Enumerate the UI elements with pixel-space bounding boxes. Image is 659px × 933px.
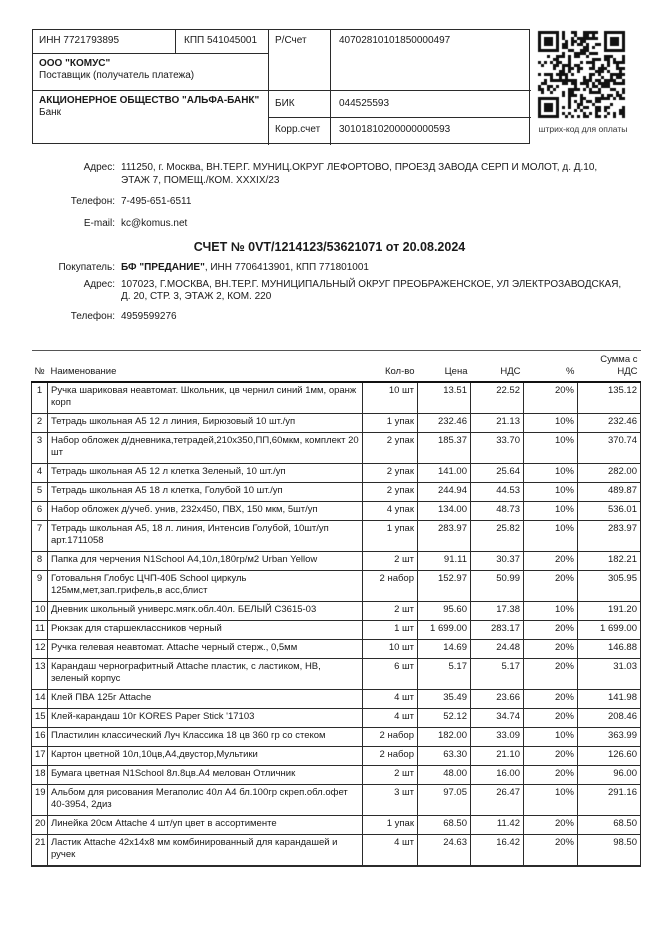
item-vat-amount: 21.13 [471,414,524,433]
item-total: 96.00 [578,766,641,785]
corr-account-value: 30101810200000000593 [339,124,451,135]
item-name: Папка для черчения N1School А4,10л,180гр/м2 Urban Yellow [48,552,363,571]
item-quantity: 4 шт [363,690,418,709]
item-price: 185.37 [418,433,471,464]
item-price: 134.00 [418,502,471,521]
buyer-phone-label: Телефон: [70,310,115,322]
item-vat-rate: 10% [524,602,578,621]
item-quantity: 2 упак [363,464,418,483]
buyer-address-label: Адрес: [83,278,115,290]
item-name: Набор обложек д/дневника,тетрадей,210х350,ПП,60мкм, комплект 20 шт [48,433,363,464]
corr-account-label: Корр.счет [269,118,331,145]
item-total: 191.20 [578,602,641,621]
item-price: 48.00 [418,766,471,785]
item-price: 141.00 [418,464,471,483]
item-quantity: 2 набор [363,728,418,747]
item-vat-rate: 20% [524,766,578,785]
item-vat-rate: 20% [524,747,578,766]
item-row [32,414,641,433]
item-row [32,766,641,785]
item-row [32,521,641,552]
item-vat-rate: 10% [524,521,578,552]
item-total: 363.99 [578,728,641,747]
item-row [32,483,641,502]
supplier-inn: ИНН 7721793895 [33,30,176,54]
item-row [32,571,641,602]
item-vat-rate: 10% [524,785,578,816]
item-number: 5 [32,483,48,502]
item-vat-rate: 20% [524,690,578,709]
col-header-vat: НДС [471,351,524,383]
item-number: 13 [32,659,48,690]
item-vat-rate: 20% [524,816,578,835]
item-name: Карандаш чернографитный Attache пластик, с ластиком, НВ, зеленый корпус [48,659,363,690]
item-row [32,659,641,690]
item-number: 8 [32,552,48,571]
item-name: Набор обложек д/учеб. унив, 232х450, ПВХ, 150 мкм, 5шт/уп [48,502,363,521]
item-vat-amount: 17.38 [471,602,524,621]
item-vat-rate: 20% [524,571,578,602]
item-price: 35.49 [418,690,471,709]
item-quantity: 2 набор [363,571,418,602]
supplier-bank-table [32,29,530,144]
item-number: 6 [32,502,48,521]
item-total: 208.46 [578,709,641,728]
item-vat-rate: 10% [524,464,578,483]
col-header-name: Наименование [48,351,363,383]
item-vat-amount: 26.47 [471,785,524,816]
buyer-label: Покупатель: [58,262,115,273]
item-quantity: 2 набор [363,747,418,766]
item-price: 14.69 [418,640,471,659]
item-price: 63.30 [418,747,471,766]
item-name: Пластилин классический Луч Классика 18 цв 360 гр со стеком [48,728,363,747]
item-price: 13.51 [418,382,471,414]
supplier-email-label: E-mail: [83,217,115,229]
item-name: Тетрадь школьная А5 18 л клетка, Голубой 10 шт./уп [48,483,363,502]
item-number: 19 [32,785,48,816]
item-price: 97.05 [418,785,471,816]
item-price: 1 699.00 [418,621,471,640]
item-total: 536.01 [578,502,641,521]
item-name: Тетрадь школьная А5, 18 л. линия, Интенсив Голубой, 10шт/уп арт.1711058 [48,521,363,552]
item-total: 282.00 [578,464,641,483]
item-total: 370.74 [578,433,641,464]
item-vat-amount: 5.17 [471,659,524,690]
item-vat-amount: 30.37 [471,552,524,571]
item-vat-amount: 33.09 [471,728,524,747]
item-quantity: 6 шт [363,659,418,690]
item-number: 12 [32,640,48,659]
bik-label: БИК [269,91,331,118]
payment-qr-code [537,30,629,122]
item-vat-amount: 283.17 [471,621,524,640]
item-total: 305.95 [578,571,641,602]
items-table [31,350,641,867]
item-row [32,602,641,621]
item-vat-amount: 11.42 [471,816,524,835]
item-row [32,835,641,867]
item-number: 1 [32,382,48,414]
supplier-phone: 7-495-651-6511 [121,196,192,207]
item-name: Тетрадь школьная А5 12 л линия, Бирюзовый 10 шт./уп [48,414,363,433]
item-name: Готовальня Глобус ЦЧП-40Б School циркуль 125мм,мет,зап.грифель,в асс,блист [48,571,363,602]
item-name: Клей ПВА 125г Attache [48,690,363,709]
item-vat-amount: 21.10 [471,747,524,766]
item-row [32,502,641,521]
item-name: Альбом для рисования Мегаполис 40л А4 бл.100гр скреп.обл.офет 40-3954, 2диз [48,785,363,816]
buyer-requisites: , ИНН 7706413901, КПП 771801001 [204,262,369,273]
item-name: Ручка гелевая неавтомат. Attache черный стерж., 0,5мм [48,640,363,659]
supplier-role: Поставщик (получатель платежа) [39,70,195,81]
item-quantity: 2 шт [363,552,418,571]
item-price: 152.97 [418,571,471,602]
item-name: Картон цветной 10л,10цв,А4,двустор,Мультики [48,747,363,766]
item-number: 4 [32,464,48,483]
bank-name: АКЦИОНЕРНОЕ ОБЩЕСТВО "АЛЬФА-БАНК" [39,95,260,106]
payment-qr-block [533,30,633,134]
item-vat-rate: 20% [524,621,578,640]
item-price: 68.50 [418,816,471,835]
item-quantity: 1 шт [363,621,418,640]
item-number: 21 [32,835,48,867]
item-number: 17 [32,747,48,766]
item-name: Ручка шариковая неавтомат. Школьник, цв чернил синий 1мм, оранж корп [48,382,363,414]
items-table-body [32,382,641,866]
item-vat-amount: 16.00 [471,766,524,785]
item-number: 15 [32,709,48,728]
item-vat-amount: 33.70 [471,433,524,464]
item-total: 291.16 [578,785,641,816]
col-header-qty: Кол-во [363,351,418,383]
item-quantity: 10 шт [363,382,418,414]
item-quantity: 4 упак [363,502,418,521]
item-name: Линейка 20см Attache 4 шт/уп цвет в ассортименте [48,816,363,835]
item-total: 98.50 [578,835,641,867]
item-number: 14 [32,690,48,709]
col-header-num: № [32,351,48,383]
item-row [32,728,641,747]
item-quantity: 4 шт [363,835,418,867]
item-number: 11 [32,621,48,640]
settlement-account-value: 40702810101850000497 [331,30,531,91]
item-vat-rate: 10% [524,414,578,433]
item-vat-amount: 48.73 [471,502,524,521]
item-number: 10 [32,602,48,621]
item-quantity: 3 шт [363,785,418,816]
item-name: Тетрадь школьная А5 12 л клетка Зеленый, 10 шт./уп [48,464,363,483]
item-vat-amount: 16.42 [471,835,524,867]
item-quantity: 2 шт [363,602,418,621]
item-price: 24.63 [418,835,471,867]
item-quantity: 2 упак [363,433,418,464]
item-price: 232.46 [418,414,471,433]
buyer-phone: 4959599276 [121,310,177,322]
supplier-address-label: Адрес: [83,162,115,173]
item-vat-amount: 23.66 [471,690,524,709]
buyer-address: 107023, Г.МОСКВА, ВН.ТЕР.Г. МУНИЦИПАЛЬНЫЙ ОКРУГ ПРЕОБРАЖЕНСКОЕ, УЛ ЭЛЕКТРОЗАВОДСКАЯ, Д. 20, СТР. 3, ЭТАЖ 2, КОМ. 220 [121,278,622,302]
items-table-header [32,351,641,383]
item-price: 182.00 [418,728,471,747]
item-total: 1 699.00 [578,621,641,640]
item-price: 5.17 [418,659,471,690]
supplier-address: 111250, г. Москва, ВН.ТЕР.Г. МУНИЦ.ОКРУГ ЛЕФОРТОВО, ПРОЕЗД ЗАВОДА СЕРП И МОЛОТ, д. Д.10, ЭТАЖ 7, ПОМЕЩ./КОМ. XXXIX/23 [121,162,598,186]
item-name: Рюкзак для старшеклассников черный [48,621,363,640]
item-vat-rate: 20% [524,659,578,690]
item-row [32,690,641,709]
item-vat-rate: 20% [524,640,578,659]
item-vat-rate: 20% [524,552,578,571]
bik-value: 044525593 [331,91,531,118]
settlement-account-label: Р/Счет [269,30,331,91]
item-name: Ластик Attache 42х14х8 мм комбинированный для карандашей и ручек [48,835,363,867]
item-vat-amount: 24.48 [471,640,524,659]
col-header-rate: % [524,351,578,383]
item-vat-amount: 44.53 [471,483,524,502]
item-quantity: 2 упак [363,483,418,502]
item-total: 135.12 [578,382,641,414]
item-vat-amount: 22.52 [471,382,524,414]
item-vat-rate: 10% [524,433,578,464]
supplier-name: ООО "КОМУС" [39,58,111,69]
item-name: Клей-карандаш 10г KORES Paper Stick '17103 [48,709,363,728]
supplier-kpp: КПП 541045001 [176,30,269,54]
item-quantity: 10 шт [363,640,418,659]
item-total: 126.60 [578,747,641,766]
supplier-name-cell [33,54,269,91]
item-vat-rate: 10% [524,483,578,502]
item-name: Дневник школьный универс.мягк.обл.40л. БЕЛЫЙ С3615-03 [48,602,363,621]
buyer-name-line [121,262,626,275]
item-vat-amount: 50.99 [471,571,524,602]
item-quantity: 1 упак [363,521,418,552]
item-total: 146.88 [578,640,641,659]
item-vat-rate: 10% [524,728,578,747]
item-total: 68.50 [578,816,641,835]
item-number: 20 [32,816,48,835]
item-total: 489.87 [578,483,641,502]
item-row [32,433,641,464]
supplier-contacts [30,162,632,230]
item-number: 2 [32,414,48,433]
col-header-total: Сумма с НДС [578,351,641,383]
item-row [32,816,641,835]
item-vat-amount: 25.82 [471,521,524,552]
buyer-name: БФ "ПРЕДАНИЕ" [121,262,205,273]
item-row [32,382,641,414]
item-name: Бумага цветная N1School 8л.8цв.А4 мелован Отличник [48,766,363,785]
item-row [32,709,641,728]
item-vat-rate: 20% [524,382,578,414]
invoice-title: СЧЕТ № 0VT/1214123/53621071 от 20.08.2024 [193,240,466,254]
item-vat-amount: 25.64 [471,464,524,483]
item-total: 31.03 [578,659,641,690]
item-quantity: 1 упак [363,414,418,433]
item-row [32,747,641,766]
item-vat-rate: 20% [524,709,578,728]
supplier-email: kc@komus.net [121,217,188,229]
item-number: 7 [32,521,48,552]
item-total: 182.21 [578,552,641,571]
item-row [32,640,641,659]
item-quantity: 2 шт [363,766,418,785]
supplier-phone-label: Телефон: [70,196,115,207]
item-number: 9 [32,571,48,602]
item-vat-rate: 20% [524,835,578,867]
item-price: 95.60 [418,602,471,621]
item-total: 141.98 [578,690,641,709]
item-row [32,552,641,571]
col-header-price: Цена [418,351,471,383]
item-price: 52.12 [418,709,471,728]
item-number: 16 [32,728,48,747]
item-row [32,621,641,640]
item-vat-amount: 34.74 [471,709,524,728]
bank-name-cell [33,91,269,145]
item-total: 283.97 [578,521,641,552]
item-price: 283.97 [418,521,471,552]
item-price: 244.94 [418,483,471,502]
item-row [32,785,641,816]
item-price: 91.11 [418,552,471,571]
item-vat-rate: 10% [524,502,578,521]
item-quantity: 1 упак [363,816,418,835]
item-row [32,464,641,483]
item-quantity: 4 шт [363,709,418,728]
item-total: 232.46 [578,414,641,433]
item-number: 18 [32,766,48,785]
qr-caption: штрих-код для оплаты [538,124,628,134]
buyer-contacts [30,262,632,323]
bank-role: Банк [39,107,62,118]
item-number: 3 [32,433,48,464]
